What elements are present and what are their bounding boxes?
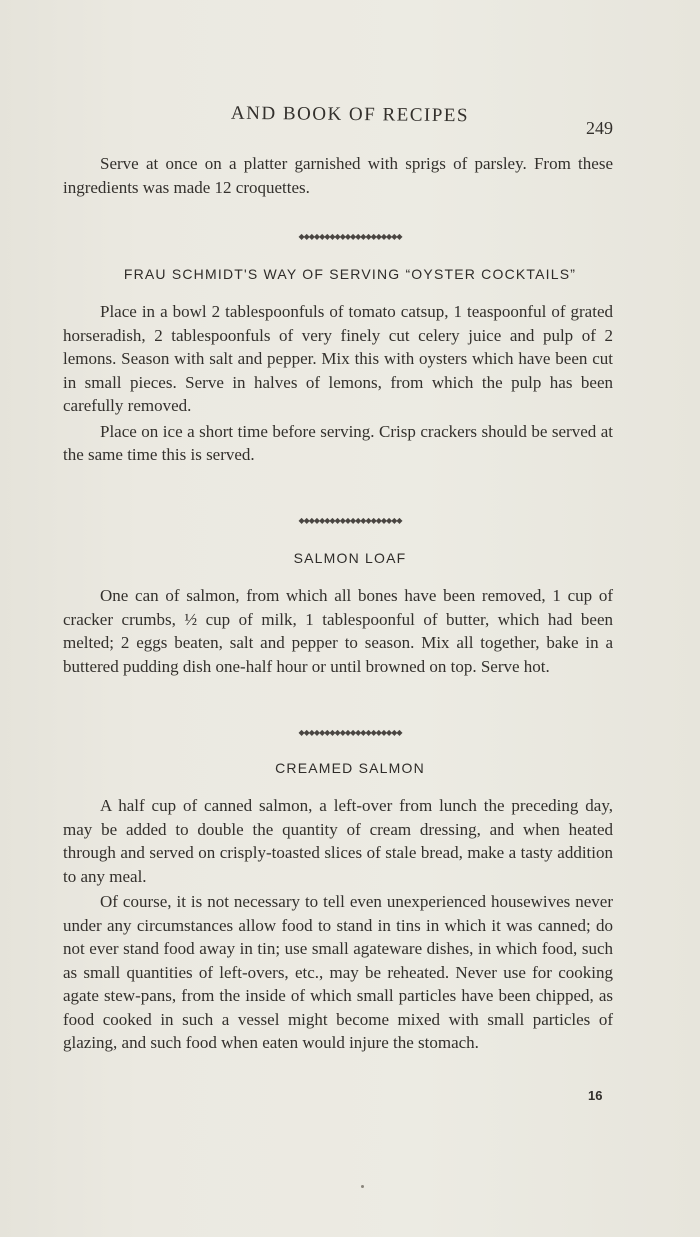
- recipe-paragraph: One can of salmon, from which all bones have been removed, 1 cup of cracker crumbs, ½ cup of milk, 1 tablespoonful of butter, which had been melted; 2 eggs beaten, salt and pepper to season. Mix all together, bake in a buttered pudding dish one-half hour or until browned on top. Serve hot.: [63, 586, 613, 676]
- recipe-paragraph: Of course, it is not necessary to tell even unexperienced housewives never under any circumstances allow food to stand in tins in which it was canned; do not ever stand food away in tin; use small agateware dishes, in which food, such as small quantities of left-overs, etc., may be reheated. Never use for cooking agate stew-pans, from the inside of which small particles have been chipped, as food cooked in such a vessel might become mixed with small particles of glazing, and such food when eaten would injure the stomach.: [63, 892, 613, 1052]
- intro-text: [63, 152, 613, 199]
- recipe-body-salmon-loaf: [63, 584, 613, 678]
- signature-mark: 16: [588, 1088, 603, 1103]
- recipe-body-creamed-salmon: [63, 794, 613, 1055]
- recipe-title-oyster-cocktails: FRAU SCHMIDT'S WAY OF SERVING “OYSTER COCKTAILS”: [123, 266, 577, 282]
- recipe-title-creamed-salmon: CREAMED SALMON: [275, 760, 425, 776]
- paper-speck: [361, 1185, 364, 1188]
- recipe-body-oyster-cocktails: [63, 300, 613, 467]
- page-number: 249: [586, 118, 613, 138]
- recipe-paragraph: Place on ice a short time before serving. Crisp crackers should be served at the same time this is served.: [63, 421, 613, 464]
- ornament-divider: ◆◆◆◆◆◆◆◆◆◆◆◆◆◆◆◆◆◆◆◆: [298, 232, 402, 241]
- recipe-paragraph: A half cup of canned salmon, a left-over from lunch the preceding day, may be added to double the quantity of cream dressing, and when heated through and served on crisply-toasted slices of stale bread, make a tasty addition to any meal.: [63, 796, 613, 886]
- ornament-divider: ◆◆◆◆◆◆◆◆◆◆◆◆◆◆◆◆◆◆◆◆: [298, 728, 402, 737]
- ornament-divider: ◆◆◆◆◆◆◆◆◆◆◆◆◆◆◆◆◆◆◆◆: [298, 516, 402, 525]
- running-head: AND BOOK OF RECIPES: [230, 102, 470, 127]
- intro-paragraph: Serve at once on a platter garnished with sprigs of parsley. From these ingredients was made 12 croquettes.: [63, 154, 613, 197]
- recipe-paragraph: Place in a bowl 2 tablespoonfuls of tomato catsup, 1 teaspoonful of grated horseradish, 2 tablespoonfuls of very finely cut celery juice and pulp of 2 lemons. Season with salt and pepper. Mix this with oysters which have been cut in small pieces. Serve in halves of lemons, from which the pulp has been carefully removed.: [63, 302, 613, 415]
- recipe-title-salmon-loaf: SALMON LOAF: [293, 550, 407, 566]
